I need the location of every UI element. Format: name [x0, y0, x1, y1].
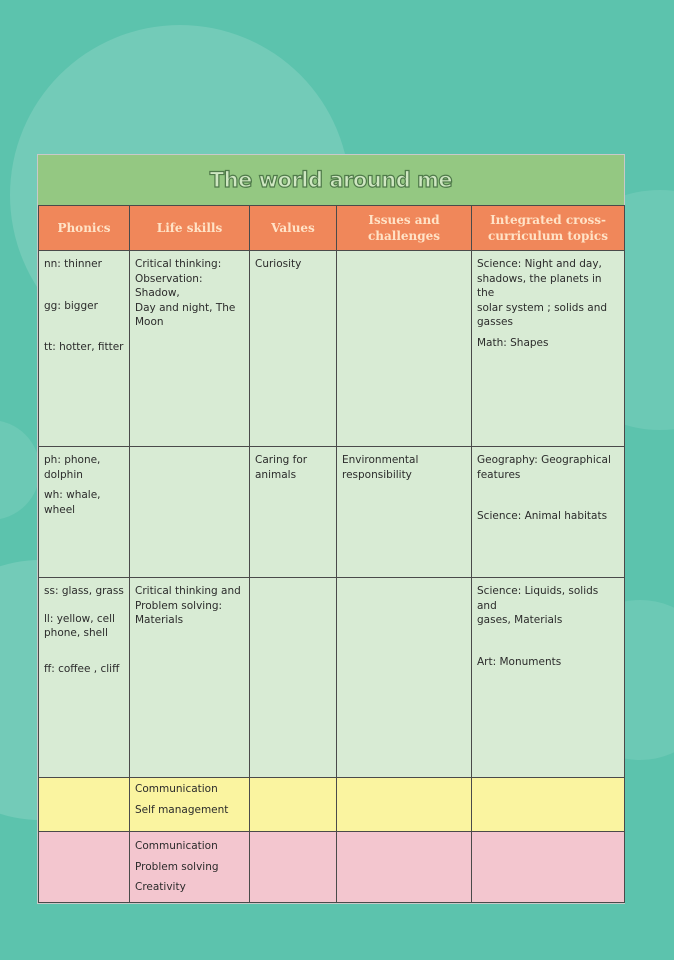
cell-life-skills	[130, 447, 250, 578]
life-skill-line: Critical thinking:	[135, 258, 222, 270]
integrated-line: Science: Animal habitats	[477, 510, 608, 522]
integrated-line: features	[477, 468, 521, 481]
cell-issues	[337, 251, 472, 447]
table-row	[39, 778, 625, 832]
phonics-item: ss: glass, grass	[44, 585, 124, 597]
phonics-item: ll: yellow, cell	[44, 612, 115, 625]
life-skill-line: Day and night, The	[135, 301, 236, 314]
header-integrated-line1: Integrated cross-	[490, 213, 606, 227]
issue-line: Environmental	[342, 454, 419, 466]
integrated-line: shadows, the planets in the	[477, 272, 602, 299]
header-integrated	[472, 206, 625, 251]
header-integrated-line2: curriculum topics	[488, 229, 608, 243]
phonics-item: dolphin	[44, 468, 83, 481]
table-row	[39, 578, 625, 778]
cell-integrated	[472, 578, 625, 778]
phonics-item: wheel	[44, 503, 76, 516]
cell-values	[250, 251, 337, 447]
integrated-line: solar system ; solids and	[477, 301, 608, 314]
phonics-item: ph: phone,	[44, 454, 101, 466]
cell-phonics	[39, 832, 130, 903]
cell-integrated	[472, 778, 625, 832]
header-life-skills-label: Life skills	[156, 221, 223, 235]
header-phonics	[39, 206, 130, 251]
cell-phonics	[39, 447, 130, 578]
cell-values	[250, 778, 337, 832]
curriculum-table	[38, 205, 625, 903]
cell-issues	[337, 832, 472, 903]
phonics-item: gg: bigger	[44, 299, 98, 312]
cell-values	[250, 578, 337, 778]
cell-life-skills	[130, 778, 250, 832]
life-skill-line: Materials	[135, 614, 184, 626]
life-skill-line: Creativity	[135, 881, 186, 893]
header-values-label: Values	[271, 221, 315, 235]
title-bar	[38, 155, 624, 206]
integrated-line: Geography: Geographical	[477, 454, 611, 466]
cell-life-skills	[130, 578, 250, 778]
cell-life-skills	[130, 251, 250, 447]
life-skill-line: Critical thinking and	[135, 585, 241, 597]
integrated-line: Science: Night and day,	[477, 258, 602, 270]
life-skill-line: Observation: Shadow,	[135, 272, 203, 299]
cell-phonics	[39, 778, 130, 832]
cell-issues	[337, 447, 472, 578]
cell-integrated	[472, 251, 625, 447]
life-skill-line: Problem solving	[135, 860, 219, 873]
cell-values	[250, 832, 337, 903]
header-values	[250, 206, 337, 251]
decorative-bubble	[0, 420, 40, 520]
table-row	[39, 251, 625, 447]
integrated-line: gasses	[477, 316, 513, 328]
phonics-item: wh: whale,	[44, 489, 101, 501]
header-row	[39, 206, 625, 251]
value-line: Curiosity	[255, 258, 302, 270]
integrated-line: Art: Monuments	[477, 655, 562, 668]
cell-issues	[337, 578, 472, 778]
issue-line: responsibility	[342, 468, 412, 481]
table-row	[39, 832, 625, 903]
header-issues-line2: challenges	[367, 229, 441, 243]
life-skill-line: Self management	[135, 803, 229, 816]
phonics-item: tt: hotter, fitter	[44, 341, 124, 353]
page-title: The world around me	[209, 168, 453, 192]
header-issues-line1: Issues and	[368, 213, 440, 227]
value-line: Caring for	[255, 454, 308, 466]
table-row	[39, 447, 625, 578]
integrated-line: Math: Shapes	[477, 336, 549, 349]
value-line: animals	[255, 468, 297, 481]
cell-phonics	[39, 251, 130, 447]
life-skill-line: Problem solving:	[135, 599, 223, 612]
life-skill-line: Moon	[135, 316, 164, 328]
header-life-skills	[130, 206, 250, 251]
life-skill-line: Communication	[135, 840, 218, 852]
cell-integrated	[472, 832, 625, 903]
life-skill-line: Communication	[135, 783, 218, 795]
cell-phonics	[39, 578, 130, 778]
curriculum-sheet	[38, 155, 624, 903]
integrated-line: gases, Materials	[477, 614, 563, 626]
phonics-item: nn: thinner	[44, 258, 102, 270]
phonics-item: ff: coffee , cliff	[44, 662, 120, 675]
integrated-line: Science: Liquids, solids and	[477, 585, 599, 612]
cell-issues	[337, 778, 472, 832]
header-issues	[337, 206, 472, 251]
cell-life-skills	[130, 832, 250, 903]
phonics-item: phone, shell	[44, 627, 108, 639]
cell-values	[250, 447, 337, 578]
header-phonics-label: Phonics	[57, 221, 111, 235]
cell-integrated	[472, 447, 625, 578]
